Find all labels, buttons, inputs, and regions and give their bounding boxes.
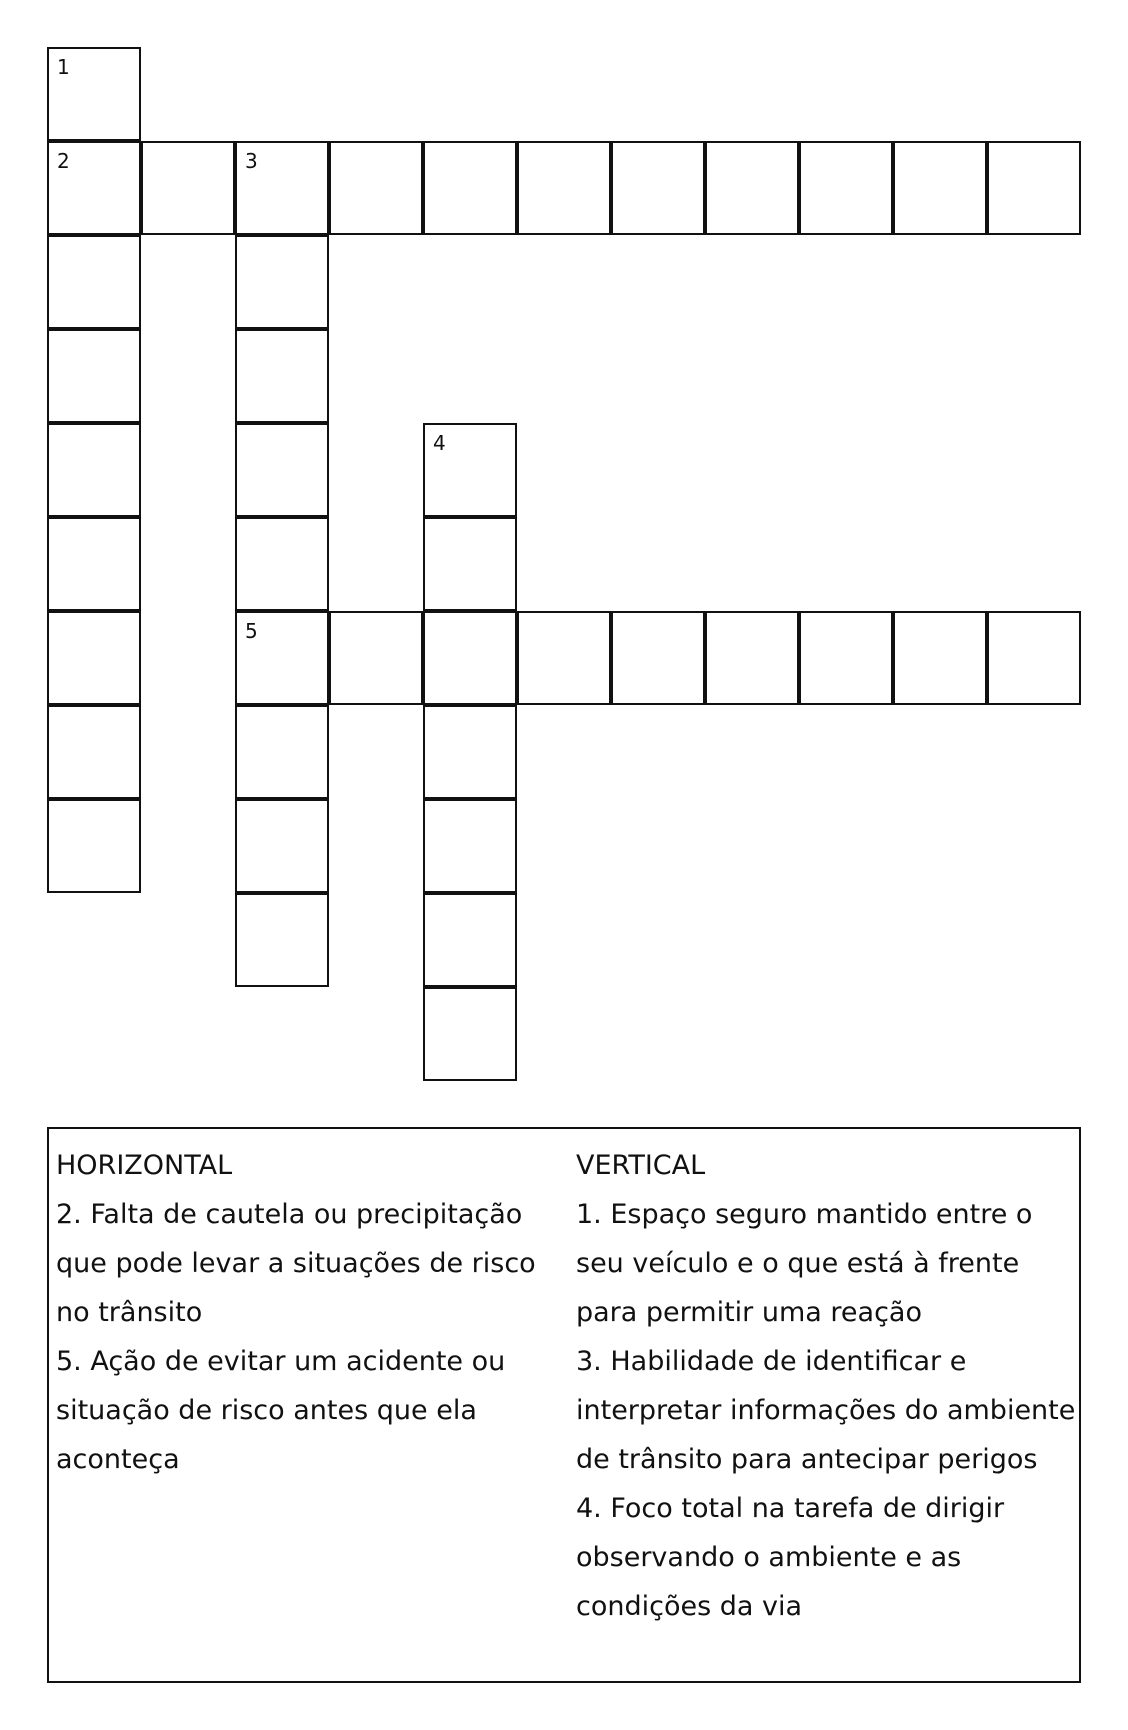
- crossword-cell[interactable]: [517, 611, 611, 705]
- vertical-clue-line: seu veículo e o que está à frente: [576, 1248, 1020, 1279]
- vertical-clue-line: interpretar informações do ambiente: [576, 1395, 1076, 1426]
- crossword-cell[interactable]: [235, 141, 329, 235]
- crossword-cell[interactable]: [423, 141, 517, 235]
- vertical-heading: VERTICAL: [576, 1150, 706, 1181]
- crossword-cell[interactable]: [235, 329, 329, 423]
- crossword-cell[interactable]: [47, 799, 141, 893]
- crossword-cell[interactable]: [47, 423, 141, 517]
- crossword-cell[interactable]: [423, 423, 517, 517]
- crossword-cell[interactable]: [141, 141, 235, 235]
- crossword-cell[interactable]: [423, 799, 517, 893]
- vertical-clue-line: 4. Foco total na tarefa de dirigir: [576, 1493, 1005, 1524]
- vertical-clues: [576, 1141, 1076, 1631]
- crossword-cell[interactable]: [47, 141, 141, 235]
- crossword-cell[interactable]: [611, 611, 705, 705]
- vertical-clue-line: 1. Espaço seguro mantido entre o: [576, 1199, 1033, 1230]
- crossword-cell[interactable]: [423, 705, 517, 799]
- crossword-cell[interactable]: [423, 987, 517, 1081]
- crossword-cell[interactable]: [329, 141, 423, 235]
- crossword-cell[interactable]: [235, 517, 329, 611]
- horizontal-clue-line: no trânsito: [56, 1297, 203, 1328]
- clue-number: 3: [245, 149, 258, 173]
- horizontal-clue-line: situação de risco antes que ela: [56, 1395, 477, 1426]
- crossword-cell[interactable]: [47, 329, 141, 423]
- crossword-cell[interactable]: [893, 141, 987, 235]
- crossword-cell[interactable]: [987, 141, 1081, 235]
- crossword-cell[interactable]: [893, 611, 987, 705]
- crossword-cell[interactable]: [235, 423, 329, 517]
- clue-number: 1: [57, 55, 70, 79]
- crossword-cell[interactable]: [235, 611, 329, 705]
- horizontal-heading: HORIZONTAL: [56, 1150, 233, 1181]
- crossword-cell[interactable]: [47, 235, 141, 329]
- crossword-cell[interactable]: [705, 141, 799, 235]
- clue-number: 4: [433, 431, 446, 455]
- vertical-clue-line: condições da via: [576, 1591, 803, 1622]
- crossword-cell[interactable]: [423, 893, 517, 987]
- horizontal-clue-line: 5. Ação de evitar um acidente ou: [56, 1346, 506, 1377]
- vertical-clue-line: de trânsito para antecipar perigos: [576, 1444, 1038, 1475]
- crossword-cell[interactable]: [423, 611, 517, 705]
- horizontal-clue-line: que pode levar a situações de risco: [56, 1248, 536, 1279]
- crossword-cell[interactable]: [235, 235, 329, 329]
- crossword-cell[interactable]: [611, 141, 705, 235]
- crossword-cell[interactable]: [235, 799, 329, 893]
- vertical-clue-line: para permitir uma reação: [576, 1297, 922, 1328]
- crossword-cell[interactable]: [235, 705, 329, 799]
- crossword-cell[interactable]: [705, 611, 799, 705]
- crossword-cell[interactable]: [987, 611, 1081, 705]
- vertical-clue-line: 3. Habilidade de identificar e: [576, 1346, 967, 1377]
- crossword-cell[interactable]: [47, 705, 141, 799]
- horizontal-clues: [56, 1141, 546, 1484]
- crossword-cell[interactable]: [329, 611, 423, 705]
- crossword-cell[interactable]: [47, 611, 141, 705]
- crossword-cell[interactable]: [423, 517, 517, 611]
- horizontal-clue-line: aconteça: [56, 1444, 180, 1475]
- crossword-cell[interactable]: [47, 47, 141, 141]
- clues-box: [47, 1127, 1081, 1683]
- vertical-clue-line: observando o ambiente e as: [576, 1542, 962, 1573]
- crossword-cell[interactable]: [799, 611, 893, 705]
- crossword-cell[interactable]: [517, 141, 611, 235]
- crossword-cell[interactable]: [799, 141, 893, 235]
- crossword-cell[interactable]: [235, 893, 329, 987]
- horizontal-clue-line: 2. Falta de cautela ou precipitação: [56, 1199, 523, 1230]
- clue-number: 2: [57, 149, 70, 173]
- crossword-cell[interactable]: [47, 517, 141, 611]
- clue-number: 5: [245, 619, 258, 643]
